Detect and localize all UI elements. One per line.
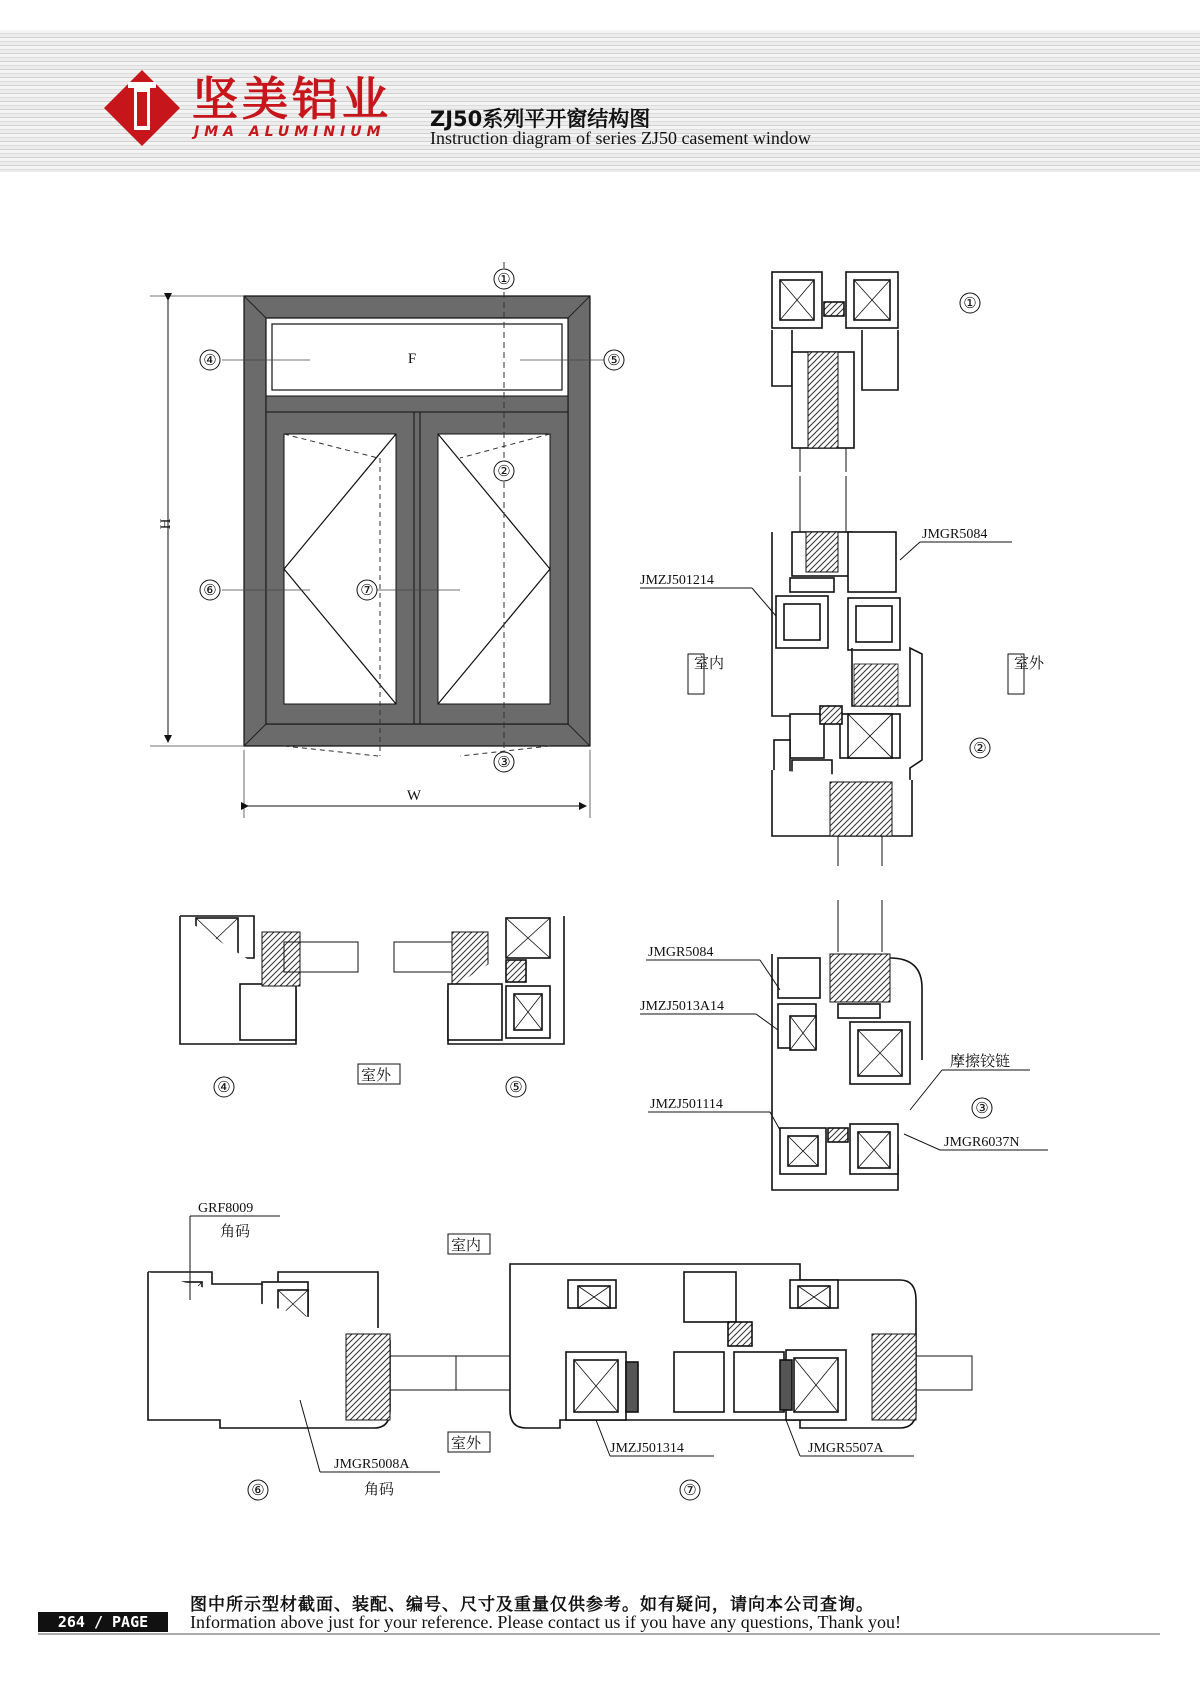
marker-5-section: ⑤ [509, 1080, 523, 1096]
marker-1: ① [497, 272, 511, 288]
marker-1-section: ① [963, 296, 977, 312]
window-elevation [222, 262, 610, 756]
outside-label-section-45: 室外 [361, 1066, 392, 1084]
marker-6: ⑥ [203, 583, 217, 599]
inside-label-section-2: 室内 [694, 654, 725, 672]
part-jmzj5013a14: JMZJ5013A14 [640, 999, 725, 1014]
height-label: H [158, 518, 174, 530]
part-jmzj501114: JMZJ501114 [650, 1097, 723, 1112]
marker-6-section: ⑥ [251, 1483, 265, 1499]
outside-label-section-67: 室外 [451, 1434, 482, 1452]
section-6 [148, 1272, 456, 1428]
page-title-en: Instruction diagram of series ZJ50 casement window [430, 128, 811, 148]
inside-label-section-67: 室内 [451, 1236, 482, 1254]
leader-jmgr6037n [904, 1134, 940, 1150]
fixed-light-label: F [407, 351, 417, 367]
part-grf8009: GRF8009 [198, 1201, 254, 1216]
footer-note-en: Information above just for your reference. Please contact us if you have any questions, Thank you! [190, 1612, 901, 1632]
part-jmgr5507a: JMGR5507A [808, 1441, 884, 1456]
leader-jmgr5084-a [900, 542, 920, 560]
vertical-section-1 [772, 272, 898, 472]
leader-jmgr5507a [786, 1420, 800, 1456]
part-jmgr5008a-corner: 角码 [364, 1480, 395, 1498]
section-5 [394, 916, 564, 1044]
vertical-section-3 [772, 900, 922, 1190]
page-title-cn: ZJ50系列平开窗结构图 [430, 107, 651, 131]
part-jmzj501214: JMZJ501214 [640, 573, 714, 588]
section-4 [180, 916, 358, 1044]
part-jmgr5008a: JMGR5008A [334, 1457, 410, 1472]
marker-4: ④ [203, 353, 217, 369]
leader-jmzj501314 [596, 1420, 610, 1456]
marker-5: ⑤ [607, 353, 621, 369]
section-7 [456, 1264, 972, 1428]
marker-7: ⑦ [360, 583, 374, 599]
brand-name-cn: 坚美铝业 [192, 72, 392, 126]
brand-name-en: JMA ALUMINIUM [194, 124, 386, 140]
part-jmgr6037n: JMGR6037N [944, 1135, 1020, 1150]
vertical-section-2 [772, 476, 922, 866]
marker-3-section: ③ [975, 1101, 989, 1117]
part-grf8009-corner: 角码 [220, 1222, 251, 1240]
marker-7-section: ⑦ [683, 1483, 697, 1499]
leader-hinge [910, 1070, 942, 1110]
part-jmgr5084-b: JMGR5084 [648, 945, 714, 960]
part-jmgr5084-a: JMGR5084 [922, 527, 988, 542]
marker-3: ③ [497, 755, 511, 771]
marker-2: ② [497, 464, 511, 480]
marker-2-section: ② [973, 741, 987, 757]
footer-note-cn: 图中所示型材截面、装配、编号、尺寸及重量仅供参考。如有疑问，请向本公司查询。 [190, 1595, 874, 1615]
part-jmzj501314: JMZJ501314 [610, 1441, 684, 1456]
part-hinge: 摩擦铰链 [950, 1052, 1011, 1070]
page-number: 264 / PAGE [38, 1612, 168, 1632]
width-label: W [406, 788, 422, 804]
marker-4-section: ④ [217, 1080, 231, 1096]
outside-label-section-2: 室外 [1014, 654, 1045, 672]
